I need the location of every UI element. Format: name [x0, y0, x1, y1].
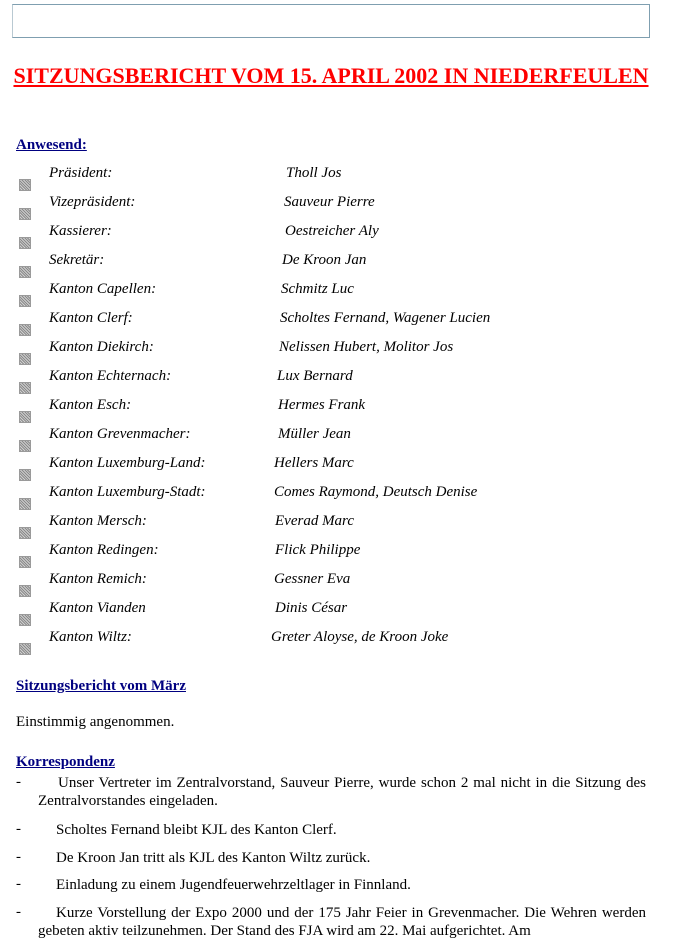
bullet-icon	[19, 585, 31, 597]
correspondence-item: Kurze Vorstellung der Expo 2000 und der 175 Jahr Feier in Grevenmacher. Die Wehren werden gebeten aktiv teilzunehmen. Der Stand des FJA wird am 22. Mai aufgerichtet. Am	[38, 905, 646, 939]
attendee-name: Tholl Jos	[286, 165, 342, 181]
list-dash: -	[16, 849, 21, 865]
document-title: SITZUNGSBERICHT VOM 15. APRIL 2002 IN NIEDERFEULEN	[13, 63, 649, 88]
attendee-role: Kanton Vianden	[49, 600, 146, 616]
attendee-name: De Kroon Jan	[282, 252, 367, 268]
correspondence-item: De Kroon Jan tritt als KJL des Kanton Wiltz zurück.	[56, 850, 371, 866]
bullet-icon	[19, 643, 31, 655]
attendee-role: Kanton Clerf:	[49, 310, 133, 326]
attendee-role: Kanton Capellen:	[49, 281, 157, 297]
bullet-icon	[19, 208, 31, 220]
minutes-heading: Sitzungsbericht vom März	[16, 678, 186, 694]
attendee-name: Comes Raymond, Deutsch Denise	[274, 484, 478, 500]
attendee-role: Kanton Remich:	[49, 571, 147, 587]
attendee-role: Kanton Wiltz:	[49, 629, 132, 645]
attendee-role: Kanton Echternach:	[49, 368, 172, 384]
correspondence-item: Unser Vertreter im Zentralvorstand, Sauveur Pierre, wurde schon 2 mal nicht in die Sitzung des Zentralvorstandes eingeladen.	[38, 775, 646, 809]
attendee-role: Kanton Diekirch:	[49, 339, 154, 355]
minutes-text: Einstimmig angenommen.	[16, 714, 175, 730]
bullet-icon	[19, 295, 31, 307]
attendee-name: Hermes Frank	[278, 397, 366, 413]
attendee-name: Hellers Marc	[274, 455, 354, 471]
bullet-icon	[19, 469, 31, 481]
bullet-icon	[19, 527, 31, 539]
attendee-name: Sauveur Pierre	[284, 194, 375, 210]
bullet-icon	[19, 498, 31, 510]
attendee-name: Flick Philippe	[275, 542, 361, 558]
list-dash: -	[16, 876, 21, 892]
bullet-icon	[19, 353, 31, 365]
attendee-role: Kanton Redingen:	[49, 542, 159, 558]
correspondence-item: Scholtes Fernand bleibt KJL des Kanton Clerf.	[56, 822, 337, 838]
bullet-icon	[19, 237, 31, 249]
bullet-icon	[19, 556, 31, 568]
attendee-role: Sekretär:	[49, 252, 105, 268]
attendee-name: Everad Marc	[275, 513, 354, 529]
attendee-role: Kanton Luxemburg-Stadt:	[49, 484, 206, 500]
bullet-icon	[19, 614, 31, 626]
correspondence-item: Einladung zu einem Jugendfeuerwehrzeltlager in Finnland.	[56, 877, 411, 893]
bullet-icon	[19, 266, 31, 278]
attendee-name: Müller Jean	[278, 426, 351, 442]
bullet-icon	[19, 382, 31, 394]
correspondence-heading: Korrespondenz	[16, 754, 115, 770]
attendee-name: Greter Aloyse, de Kroon Joke	[271, 629, 449, 645]
attendee-name: Scholtes Fernand, Wagener Lucien	[280, 310, 491, 326]
header-box	[12, 4, 650, 38]
bullet-icon	[19, 440, 31, 452]
attendee-name: Oestreicher Aly	[285, 223, 379, 239]
bullet-icon	[19, 179, 31, 191]
attendee-role: Präsident:	[49, 165, 113, 181]
attendee-name: Gessner Eva	[274, 571, 351, 587]
bullet-icon	[19, 411, 31, 423]
attendee-role: Kanton Grevenmacher:	[49, 426, 191, 442]
list-dash: -	[16, 774, 21, 790]
attendee-role: Kassierer:	[49, 223, 112, 239]
list-dash: -	[16, 904, 21, 920]
attendee-name: Nelissen Hubert, Molitor Jos	[279, 339, 454, 355]
attendee-role: Vizepräsident:	[49, 194, 136, 210]
attendee-name: Schmitz Luc	[281, 281, 354, 297]
attendee-role: Kanton Esch:	[49, 397, 132, 413]
attendee-role: Kanton Luxemburg-Land:	[49, 455, 206, 471]
list-dash: -	[16, 821, 21, 837]
bullet-icon	[19, 324, 31, 336]
attendee-role: Kanton Mersch:	[49, 513, 147, 529]
attendee-name: Dinis César	[275, 600, 348, 616]
attendance-heading: Anwesend:	[16, 137, 87, 153]
attendee-name: Lux Bernard	[277, 368, 353, 384]
